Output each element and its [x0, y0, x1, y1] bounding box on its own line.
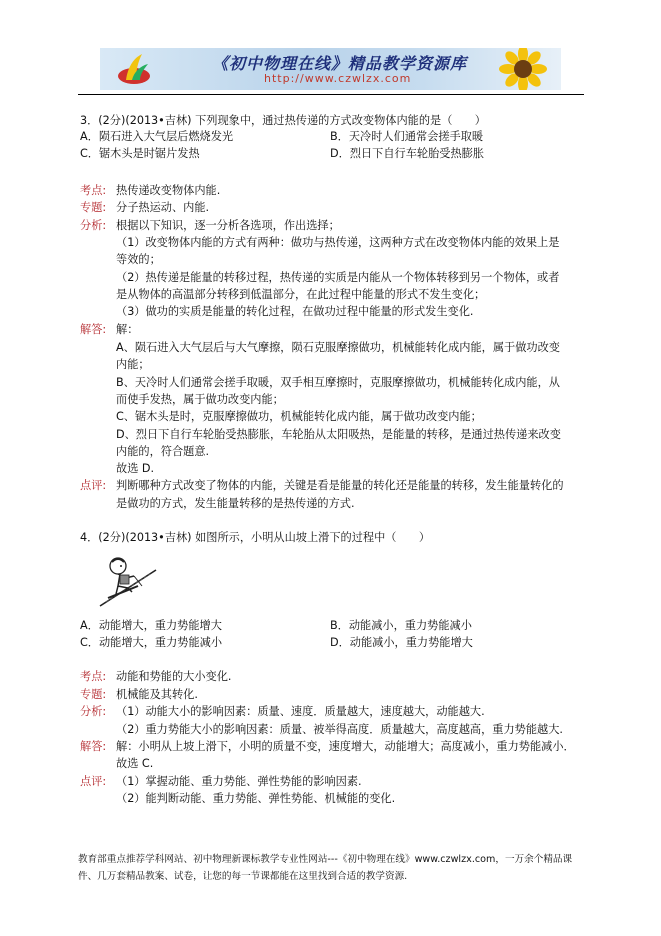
- q4-stem: 4．(2分)(2013•吉林) 如图所示，小明从山坡上滑下的过程中（ ）: [80, 531, 431, 544]
- banner-title: 《初中物理在线》精品教学资源库: [212, 54, 468, 73]
- q3-jieda-line: 内能；: [116, 358, 150, 371]
- q4-fenxi-line: （2）重力势能大小的影响因素：质量、被举得高度．质量越大，高度越高，重力势能越大.: [116, 723, 563, 736]
- site-logo-icon: [116, 52, 152, 86]
- q4-option-c: C．动能增大，重力势能减小: [80, 636, 223, 649]
- q3-kaodian: 热传递改变物体内能.: [116, 184, 221, 197]
- q3-option-a: A．陨石进入大气层后燃烧发光: [80, 130, 234, 143]
- q4-jieda-label: 解答:: [80, 740, 107, 753]
- q3-stem: 3．(2分)(2013•吉林) 下列现象中，通过热传递的方式改变物体内能的是（ ）: [80, 114, 486, 127]
- q3-jieda-line: C、锯木头是时，克服摩擦做功，机械能转化成内能，属于做功改变内能；: [116, 410, 482, 423]
- q3-jieda-line: 内能的，符合题意.: [116, 445, 210, 458]
- q3-fenxi-line: （3）做功的实质是能量的转化过程，在做功过程中能量的形式发生变化.: [116, 305, 474, 318]
- banner-url[interactable]: http://www.czwlzx.com: [264, 72, 412, 85]
- q3-jieda-label: 解答:: [80, 323, 107, 336]
- sunflower-icon: [483, 48, 553, 90]
- q4-jieda-line: 解：小明从上坡上滑下，小明的质量不变，速度增大，动能增大；高度减小，重力势能减小．: [116, 740, 575, 753]
- q4-dianping-line: （2）能判断动能、重力势能、弹性势能、机械能的变化.: [116, 792, 396, 805]
- q4-jieda-line: 故选 C.: [116, 757, 154, 770]
- q3-fenxi-line: 是从物体的高温部分转移到低温部分，在此过程中能量的形式不发生变化；: [116, 288, 486, 301]
- q4-kaodian-label: 考点:: [80, 670, 107, 683]
- header-banner: [100, 48, 561, 90]
- q3-dianping-line: 是做功的方式，发生能量转移的是热传递的方式.: [116, 497, 355, 510]
- q4-zhuanti: 机械能及其转化.: [116, 688, 198, 701]
- q3-jieda-line: B、天冷时人们通常会搓手取暖，双手相互摩擦时，克服摩擦做功，机械能转化成内能，从: [116, 376, 560, 389]
- q3-fenxi-label: 分析:: [80, 219, 107, 232]
- header-divider: [78, 94, 584, 95]
- q4-option-b: B．动能减小，重力势能减小: [330, 619, 472, 632]
- q4-kaodian: 动能和势能的大小变化.: [116, 670, 232, 683]
- q3-jieda-line: D、烈日下自行车轮胎受热膨胀，车轮胎从太阳吸热，是能量的转移，是通过热传递来改变: [116, 428, 561, 441]
- q3-zhuanti: 分子热运动、内能.: [116, 201, 210, 214]
- q3-jieda-line: 解：: [116, 323, 139, 336]
- q3-jieda-line: 故选 D.: [116, 462, 155, 475]
- q4-option-a: A．动能增大，重力势能增大: [80, 619, 222, 632]
- q3-jieda-line: A、陨石进入大气层后与大气摩擦，陨石克服摩擦做功，机械能转化成内能，属于做功改变: [116, 341, 560, 354]
- q4-fenxi-label: 分析:: [80, 705, 107, 718]
- q4-dianping-label: 点评:: [80, 775, 107, 788]
- q3-option-c: C．锯木头是时锯片发热: [80, 147, 200, 160]
- q3-fenxi-line: 根据以下知识，逐一分析各选项，作出选择；: [116, 219, 340, 232]
- footer-line-2: 件、几万套精品教案、试卷，让您的每一节课都能在这里找到合适的教学资源.: [78, 871, 408, 882]
- q3-option-b: B．天冷时人们通常会搓手取暖: [330, 130, 484, 143]
- q4-fenxi-line: （1）动能大小的影响因素：质量、速度．质量越大，速度越大，动能越大.: [116, 705, 485, 718]
- q3-zhuanti-label: 专题:: [80, 201, 107, 214]
- q3-option-d: D．烈日下自行车轮胎受热膨胀: [330, 147, 485, 160]
- q3-jieda-line: 而使手发热，属于做功改变内能；: [116, 393, 284, 406]
- q3-kaodian-label: 考点:: [80, 184, 107, 197]
- q3-dianping-line: 判断哪种方式改变了物体的内能，关键是看是能量的转化还是能量的转移，发生能量转化的: [116, 479, 564, 492]
- q3-dianping-label: 点评:: [80, 479, 107, 492]
- q3-fenxi-line: 等效的；: [116, 253, 161, 266]
- q4-dianping-line: （1）掌握动能、重力势能、弹性势能的影响因素.: [116, 775, 362, 788]
- q3-fenxi-line: （1）改变物体内能的方式有两种：做功与热传递，这两种方式在改变物体内能的效果上是: [116, 236, 560, 249]
- skier-figure: [98, 552, 158, 608]
- footer-line-1: 教育部重点推荐学科网站、初中物理新课标教学专业性网站---《初中物理在线》www.czwlzx.com，一万余个精品课: [78, 854, 573, 865]
- q4-option-d: D．动能减小，重力势能增大: [330, 636, 473, 649]
- q3-fenxi-line: （2）热传递是能量的转移过程，热传递的实质是内能从一个物体转移到另一个物体，或者: [116, 271, 560, 284]
- q4-zhuanti-label: 专题:: [80, 688, 107, 701]
